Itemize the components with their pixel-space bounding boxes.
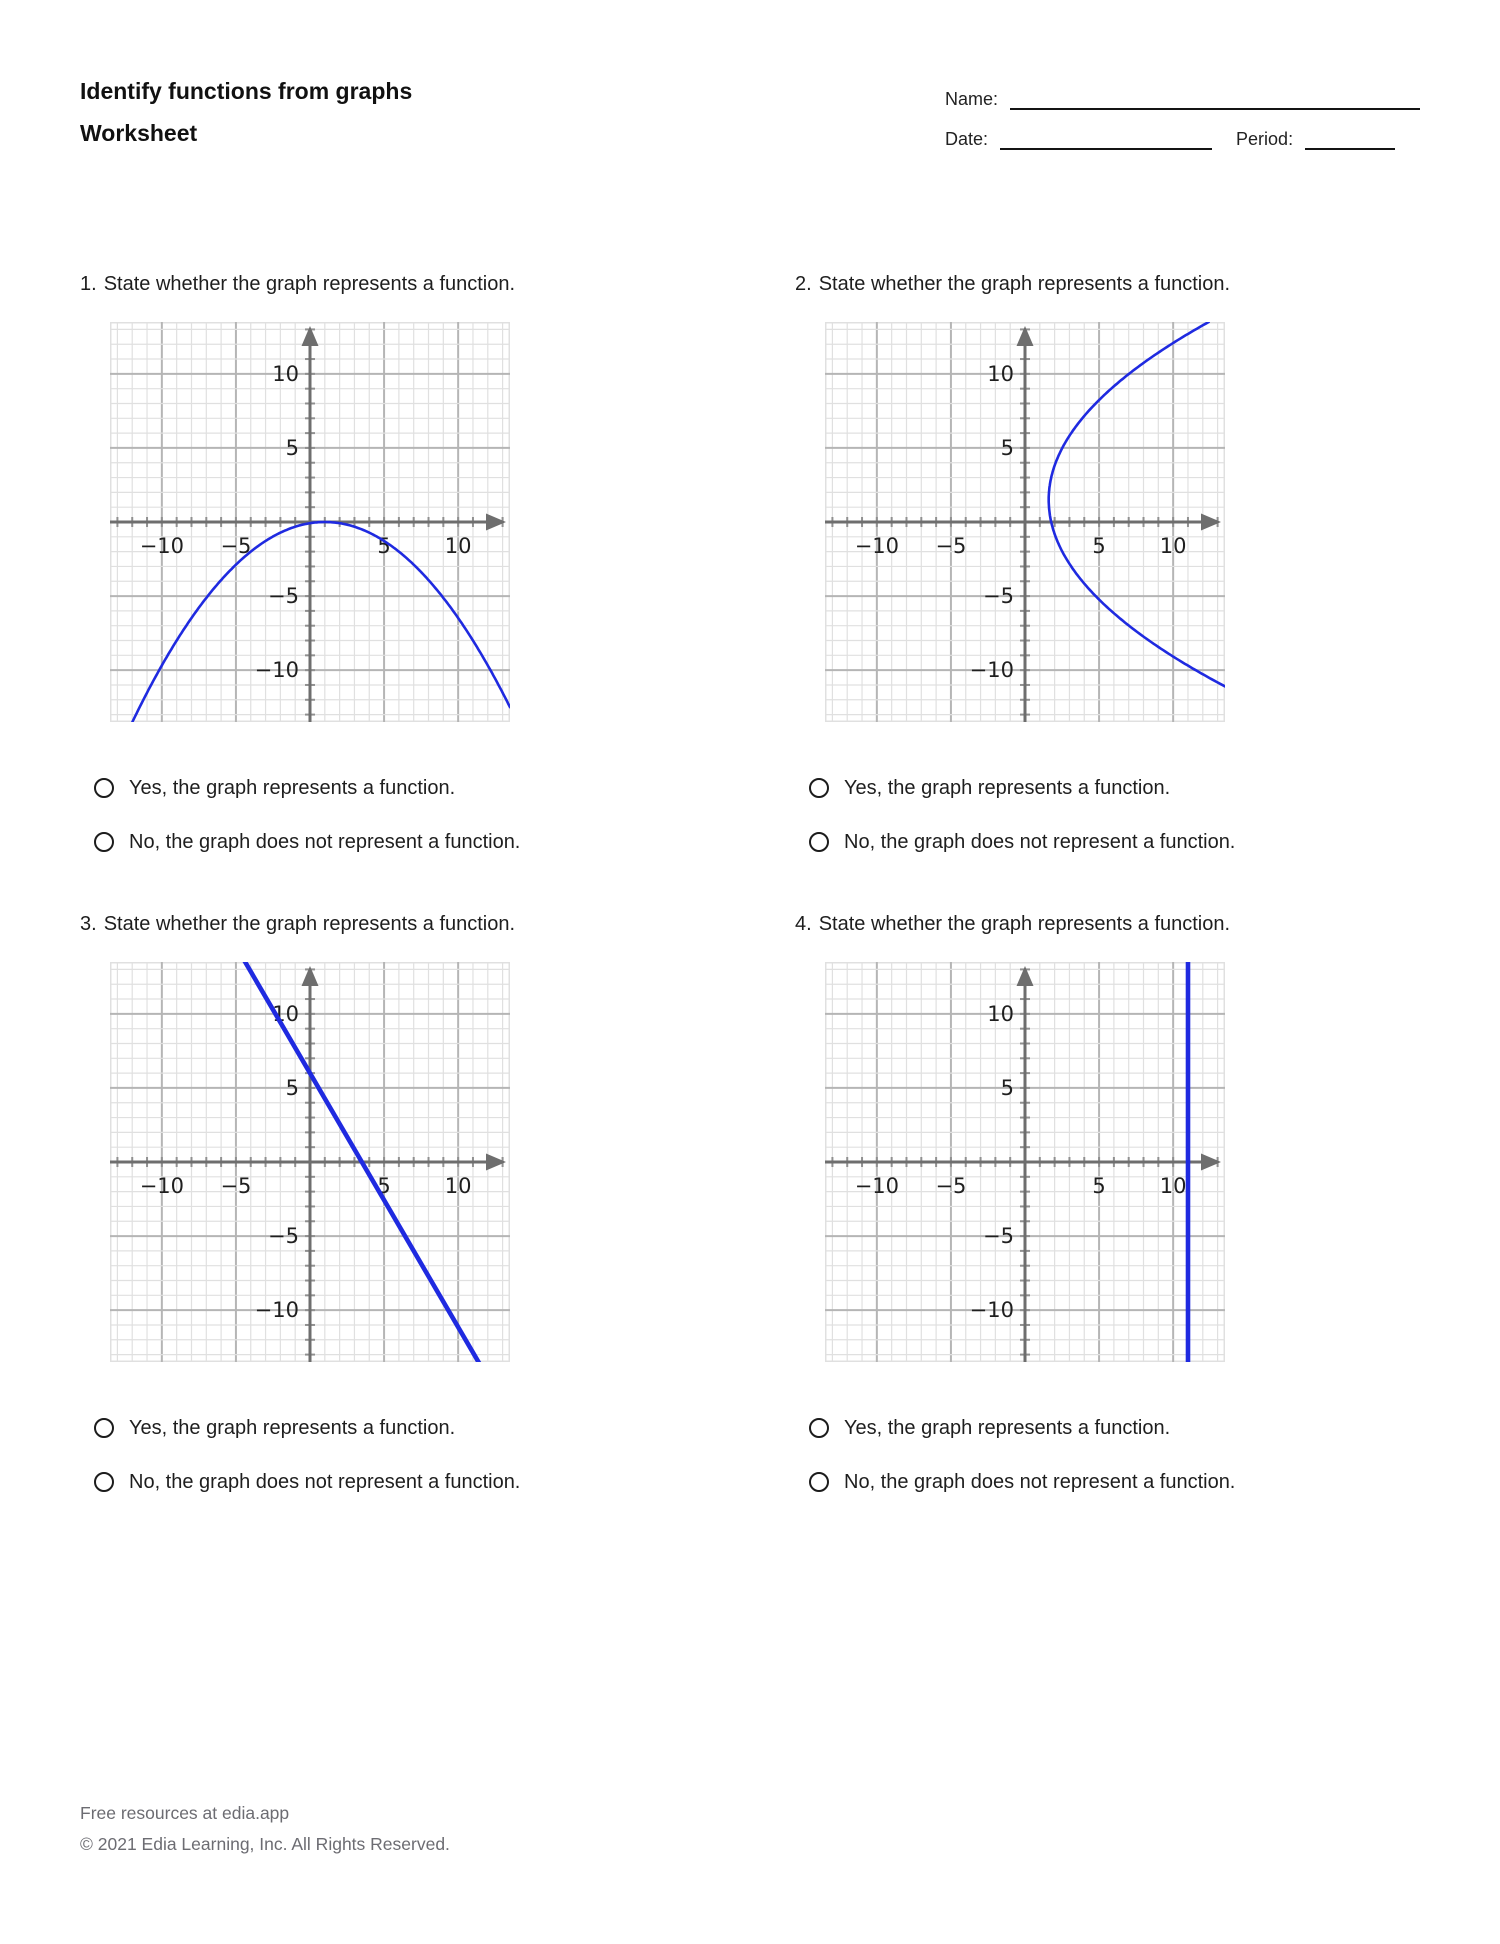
question-3-prompt: 3. State whether the graph represents a function. — [80, 913, 516, 935]
radio-yes[interactable] — [809, 778, 829, 798]
question-2-option-yes: Yes, the graph represents a function. — [809, 776, 1420, 800]
period-label: Period: — [1236, 129, 1294, 149]
svg-text:−5: −5 — [983, 1224, 1014, 1249]
page-title-line2: Worksheet — [80, 120, 198, 146]
svg-text:−5: −5 — [220, 534, 252, 558]
question-1-options — [94, 776, 705, 854]
svg-text:10: 10 — [444, 1174, 472, 1198]
question-2 — [795, 272, 1420, 854]
graph-plot — [110, 962, 510, 1362]
question-3-options — [94, 1416, 705, 1494]
question-1-number: 1. — [80, 273, 97, 295]
question-4-options — [809, 1416, 1420, 1494]
svg-text:10: 10 — [444, 534, 472, 558]
graph-plot — [825, 322, 1225, 722]
svg-text:10: 10 — [1159, 1174, 1187, 1198]
graph-2-parabola-sideways — [825, 322, 1225, 722]
student-fields — [945, 88, 1420, 168]
question-3-option-no: No, the graph does not represent a function. — [94, 1470, 705, 1494]
svg-text:−10: −10 — [139, 1174, 185, 1198]
question-2-option-no: No, the graph does not represent a function. — [809, 830, 1420, 854]
radio-no[interactable] — [94, 832, 114, 852]
name-row — [945, 88, 1420, 110]
radio-no[interactable] — [809, 1472, 829, 1492]
footer-copyright: © 2021 Edia Learning, Inc. All Rights Reserved. — [80, 1834, 450, 1854]
radio-yes[interactable] — [94, 778, 114, 798]
footer — [80, 1798, 450, 1860]
question-1-option-yes: Yes, the graph represents a function. — [94, 776, 705, 800]
question-1-option-no: No, the graph does not represent a function. — [94, 830, 705, 854]
radio-no[interactable] — [809, 832, 829, 852]
svg-text:−5: −5 — [935, 1174, 967, 1198]
page-title-line1: Identify functions from graphs — [80, 78, 413, 104]
svg-text:−10: −10 — [139, 534, 185, 558]
question-3-number: 3. — [80, 913, 97, 935]
svg-text:10: 10 — [987, 361, 1014, 386]
svg-text:5: 5 — [1000, 435, 1014, 460]
svg-text:−10: −10 — [969, 658, 1014, 683]
svg-text:5: 5 — [377, 534, 391, 558]
svg-text:5: 5 — [377, 1174, 391, 1198]
svg-text:−5: −5 — [268, 1224, 299, 1249]
svg-text:5: 5 — [285, 435, 299, 460]
questions-grid — [80, 272, 1420, 1494]
date-field[interactable] — [1000, 134, 1212, 150]
date-label: Date: — [945, 129, 989, 149]
svg-text:−5: −5 — [935, 534, 967, 558]
question-1-prompt: 1. State whether the graph represents a function. — [80, 273, 516, 295]
graph-plot — [825, 962, 1225, 1362]
graph-3-line-negative-slope — [110, 962, 510, 1362]
svg-text:−10: −10 — [254, 1298, 299, 1323]
graph-plot — [110, 322, 510, 722]
header — [80, 70, 1420, 190]
question-2-prompt: 2. State whether the graph represents a function. — [795, 273, 1231, 295]
question-4 — [795, 912, 1420, 1494]
graph-4-vertical-line — [825, 962, 1225, 1362]
svg-text:10: 10 — [272, 1001, 299, 1026]
svg-text:−10: −10 — [854, 1174, 900, 1198]
svg-text:10: 10 — [987, 1001, 1014, 1026]
svg-text:5: 5 — [1092, 534, 1106, 558]
question-2-options — [809, 776, 1420, 854]
period-field[interactable] — [1305, 134, 1395, 150]
svg-text:−5: −5 — [983, 584, 1014, 609]
svg-text:5: 5 — [285, 1075, 299, 1100]
question-3-option-yes: Yes, the graph represents a function. — [94, 1416, 705, 1440]
footer-resources: Free resources at edia.app — [80, 1803, 290, 1823]
question-3 — [80, 912, 705, 1494]
svg-text:10: 10 — [272, 361, 299, 386]
question-2-number: 2. — [795, 273, 812, 295]
svg-text:−5: −5 — [220, 1174, 252, 1198]
name-label: Name: — [945, 89, 999, 109]
svg-text:5: 5 — [1092, 1174, 1106, 1198]
radio-yes[interactable] — [94, 1418, 114, 1438]
radio-no[interactable] — [94, 1472, 114, 1492]
date-period-row — [945, 128, 1420, 150]
graph-1-parabola-down — [110, 322, 510, 722]
svg-text:−10: −10 — [969, 1298, 1014, 1323]
name-field[interactable] — [1010, 94, 1420, 110]
svg-text:10: 10 — [1159, 534, 1187, 558]
question-4-option-yes: Yes, the graph represents a function. — [809, 1416, 1420, 1440]
svg-text:5: 5 — [1000, 1075, 1014, 1100]
svg-text:−10: −10 — [854, 534, 900, 558]
question-4-prompt: 4. State whether the graph represents a function. — [795, 913, 1231, 935]
svg-text:−5: −5 — [268, 584, 299, 609]
question-1 — [80, 272, 705, 854]
svg-text:−10: −10 — [254, 658, 299, 683]
question-4-option-no: No, the graph does not represent a function. — [809, 1470, 1420, 1494]
question-4-number: 4. — [795, 913, 812, 935]
radio-yes[interactable] — [809, 1418, 829, 1438]
